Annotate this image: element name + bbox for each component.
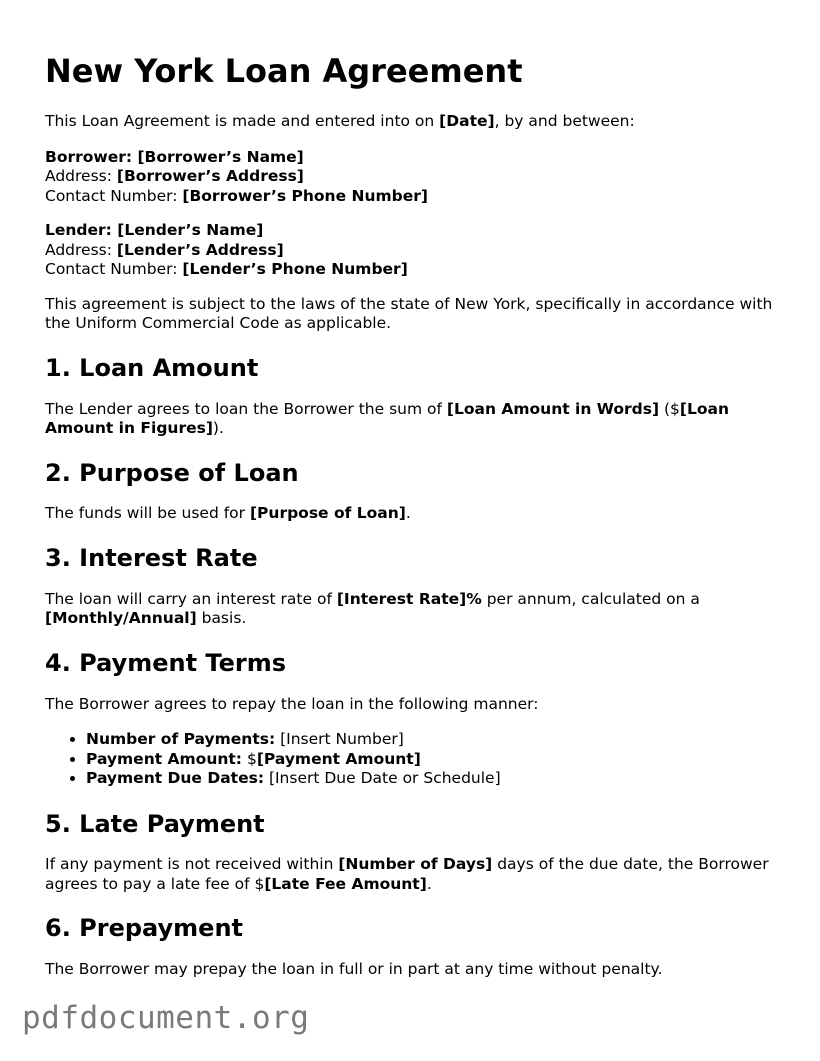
lender-contact-value: [Lender’s Phone Number] xyxy=(182,260,408,279)
late-payment-prefix: If any payment is not received within xyxy=(45,855,339,874)
borrower-contact-label: Contact Number: xyxy=(45,186,183,205)
borrower-heading: Borrower: [Borrower’s Name] xyxy=(45,147,304,166)
lender-block xyxy=(45,221,775,280)
intro-paragraph xyxy=(45,112,775,132)
watermark-text: pdfdocument.org xyxy=(22,1000,310,1036)
borrower-block xyxy=(45,148,775,207)
payment-item-value: [Insert Due Date or Schedule] xyxy=(264,769,501,788)
lender-address-value: [Lender’s Address] xyxy=(116,240,284,259)
loan-amount-figures: [Loan Amount in Figures] xyxy=(45,399,729,438)
intro-prefix: This Loan Agreement is made and entered into on xyxy=(45,112,440,131)
payment-terms-intro: The Borrower agrees to repay the loan in the following manner: xyxy=(45,694,539,713)
purpose-suffix: . xyxy=(405,504,411,523)
loan-amount-words: [Loan Amount in Words] xyxy=(446,399,660,418)
list-item xyxy=(86,769,775,789)
list-item xyxy=(86,730,775,750)
section-title-prepayment: 6. Prepayment xyxy=(45,914,243,943)
loan-amount-middle: ($ xyxy=(659,399,680,418)
prepayment-paragraph: The Borrower may prepay the loan in full or in part at any time without penalty. xyxy=(45,960,663,979)
interest-middle: per annum, calculated on a xyxy=(481,589,700,608)
interest-suffix: basis. xyxy=(196,609,247,628)
section-title-loan-amount: 1. Loan Amount xyxy=(45,353,259,382)
payment-terms-list xyxy=(45,730,775,789)
lender-address-label: Address: xyxy=(45,240,117,259)
interest-paragraph xyxy=(45,590,775,629)
governing-law-paragraph: This agreement is subject to the laws of the state of New York, specifically in accordance with the Uniform Commercial Code as applicable. xyxy=(45,294,773,333)
payment-item-label: Payment Due Dates: xyxy=(86,769,265,788)
late-payment-middle: days of the due date, the Borrower agrees to pay a late fee of $ xyxy=(45,855,769,893)
lender-heading: Lender: [Lender’s Name] xyxy=(45,221,264,240)
section-title-payment-terms: 4. Payment Terms xyxy=(45,648,287,677)
borrower-address-label: Address: xyxy=(45,167,117,186)
purpose-prefix: The funds will be used for xyxy=(45,504,250,523)
late-payment-days: [Number of Days] xyxy=(338,855,493,874)
late-payment-fee: [Late Fee Amount] xyxy=(264,874,427,893)
interest-basis: [Monthly/Annual] xyxy=(45,609,197,628)
loan-amount-suffix: ). xyxy=(212,419,224,438)
interest-prefix: The loan will carry an interest rate of xyxy=(45,589,337,608)
late-payment-suffix: . xyxy=(426,874,432,893)
payment-item-label: Payment Amount: xyxy=(86,749,243,768)
lender-contact-label: Contact Number: xyxy=(45,260,183,279)
loan-amount-paragraph xyxy=(45,400,775,439)
document-page xyxy=(45,52,775,996)
list-item xyxy=(86,750,775,770)
loan-amount-prefix: The Lender agrees to loan the Borrower the sum of xyxy=(45,399,447,418)
borrower-contact-value: [Borrower’s Phone Number] xyxy=(182,186,428,205)
document-title: New York Loan Agreement xyxy=(45,52,523,90)
section-title-interest: 3. Interest Rate xyxy=(45,543,258,572)
purpose-value: [Purpose of Loan] xyxy=(249,504,406,523)
borrower-address-value: [Borrower’s Address] xyxy=(116,167,304,186)
intro-suffix: , by and between: xyxy=(494,112,635,131)
payment-item-label: Number of Payments: xyxy=(86,730,276,749)
late-payment-paragraph xyxy=(45,855,775,894)
payment-item-value: [Payment Amount] xyxy=(256,749,421,768)
purpose-paragraph xyxy=(45,504,775,524)
section-title-purpose: 2. Purpose of Loan xyxy=(45,458,299,487)
intro-date: [Date] xyxy=(439,112,495,131)
interest-rate: [Interest Rate]% xyxy=(336,589,482,608)
section-title-late-payment: 5. Late Payment xyxy=(45,809,265,838)
payment-item-prefix: $ xyxy=(242,749,257,768)
payment-item-value: [Insert Number] xyxy=(275,730,404,749)
